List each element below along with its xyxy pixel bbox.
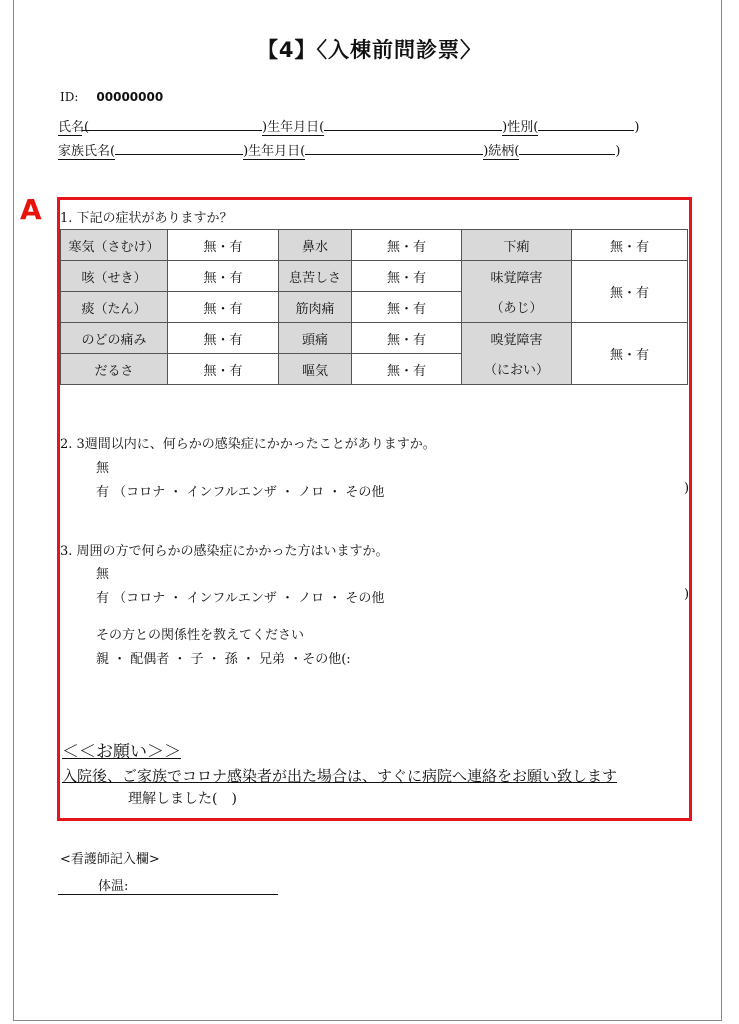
- symptom-choice[interactable]: 無・有: [168, 261, 279, 292]
- patient-name-field[interactable]: [82, 130, 262, 131]
- patient-id: [60, 90, 163, 104]
- family-birth-label: )生年月日(: [243, 140, 305, 160]
- temperature-field[interactable]: [58, 875, 278, 895]
- patient-name-label: 氏名(: [58, 116, 82, 136]
- symptom-choice[interactable]: 無・有: [168, 292, 279, 323]
- symptom-choice[interactable]: 無・有: [352, 323, 462, 354]
- symptom-label: 痰（たん）: [61, 292, 168, 323]
- family-name-label: 家族氏名(: [58, 140, 115, 160]
- symptom-label: 下痢: [462, 230, 572, 261]
- family-relation-field[interactable]: [519, 154, 615, 155]
- relation-options[interactable]: 親 ・ 配偶者 ・ 子 ・ 孫 ・ 兄弟 ・その他(:: [96, 652, 351, 667]
- patient-birth-field[interactable]: [324, 130, 502, 131]
- request-body: 入院後、ご家族でコロナ感染者が出た場合は、すぐに病院へ連絡をお願い致します: [62, 767, 618, 785]
- id-label: ID:: [60, 90, 79, 104]
- symptom-choice[interactable]: 無・有: [352, 261, 462, 292]
- symptom-label: 寒気（さむけ）: [61, 230, 168, 261]
- question-2-close: ): [684, 481, 690, 496]
- symptom-choice[interactable]: 無・有: [572, 261, 688, 323]
- question-3-option-yes[interactable]: 有 （コロナ ・ インフルエンザ ・ ノロ ・ その他: [96, 591, 385, 606]
- patient-gender-field[interactable]: [538, 130, 634, 131]
- symptom-label: 咳（せき）: [61, 261, 168, 292]
- symptom-label: 筋肉痛: [279, 292, 352, 323]
- symptom-choice[interactable]: 無・有: [352, 292, 462, 323]
- question-3-option-no[interactable]: 無: [96, 567, 110, 582]
- question-2-option-yes[interactable]: 有 （コロナ ・ インフルエンザ ・ ノロ ・ その他: [96, 485, 385, 500]
- symptom-label: のどの痛み: [61, 323, 168, 354]
- table-row: [61, 323, 688, 354]
- symptom-label: 頭痛: [279, 323, 352, 354]
- symptom-label: 味覚障害: [462, 261, 572, 292]
- symptom-choice[interactable]: 無・有: [168, 323, 279, 354]
- id-value: 00000000: [96, 90, 164, 104]
- patient-gender-label: )性別(: [502, 116, 538, 136]
- nurse-section-label: <看護師記入欄>: [60, 852, 160, 867]
- question-2-option-no[interactable]: 無: [96, 461, 110, 476]
- symptom-table: [60, 229, 688, 385]
- family-line-close: ): [615, 144, 621, 159]
- agreement-checkbox[interactable]: 理解しました( ): [128, 791, 237, 807]
- symptom-label: 嗅覚障害: [462, 323, 572, 354]
- symptom-choice[interactable]: 無・有: [572, 323, 688, 385]
- family-info-line: [58, 140, 620, 160]
- question-2-label: 2. 3週間以内に、何らかの感染症にかかったことがありますか。: [60, 437, 436, 452]
- temperature-label: 体温:: [98, 879, 129, 894]
- symptom-label: 息苦しさ: [279, 261, 352, 292]
- symptom-choice[interactable]: 無・有: [572, 230, 688, 261]
- symptom-label: 鼻水: [279, 230, 352, 261]
- request-title: ＜＜お願い＞＞: [62, 742, 181, 762]
- question-3-close: ): [684, 587, 690, 602]
- symptom-choice[interactable]: 無・有: [168, 354, 279, 385]
- section-marker-a: A: [20, 193, 42, 226]
- symptom-label: （あじ）: [462, 292, 572, 323]
- patient-birth-label: )生年月日(: [262, 116, 324, 136]
- family-relation-label: )続柄(: [483, 140, 519, 160]
- symptom-choice[interactable]: 無・有: [168, 230, 279, 261]
- question-3-label: 3. 周囲の方で何らかの感染症にかかった方はいますか。: [60, 544, 389, 559]
- table-row: [61, 261, 688, 292]
- table-row: [61, 230, 688, 261]
- family-birth-field[interactable]: [305, 154, 483, 155]
- page-title: 【4】〈入棟前問診票〉: [256, 38, 483, 62]
- symptom-label: （におい）: [462, 354, 572, 385]
- question-1-label: 1. 下記の症状がありますか？: [60, 211, 233, 226]
- symptom-choice[interactable]: 無・有: [352, 354, 462, 385]
- family-name-field[interactable]: [115, 154, 243, 155]
- symptom-choice[interactable]: 無・有: [352, 230, 462, 261]
- symptom-label: だるさ: [61, 354, 168, 385]
- patient-line-close: ): [634, 120, 640, 135]
- symptom-label: 嘔気: [279, 354, 352, 385]
- relation-question-label: その方との関係性を教えてください: [96, 628, 305, 643]
- patient-info-line: [58, 116, 639, 136]
